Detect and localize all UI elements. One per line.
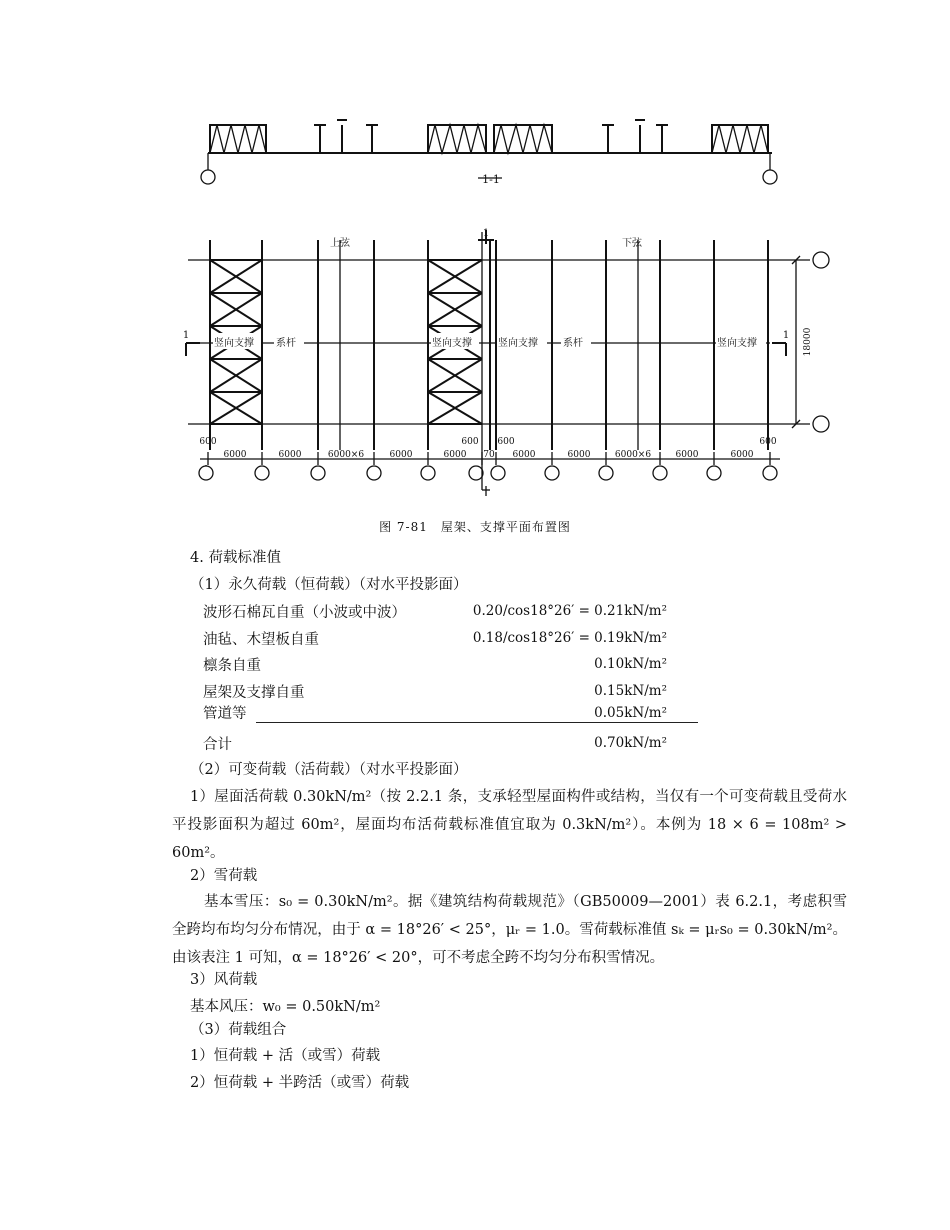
truss-bay-1 [210,125,266,153]
figure-caption: 图 7-81 屋架、支撑平面布置图 [379,520,571,534]
span-label: 6000 [512,450,536,460]
span-label: 6000 [567,450,591,460]
roof-live-load-paragraph: 1）屋面活荷载 0.30kN/m²（按 2.2.1 条，支承轻型屋面构件或结构，当仅有一个可变荷载且受荷水平投影面积为超过 60m²，屋面均布活荷载标准值宜取为 0.3kN/m²）。本例为 18 × 6 = 108m² > 60m²。 [172,789,847,861]
load-item-value: 0.10kN/m² [594,656,667,672]
load-item-name: 屋架及支撑自重 [203,685,305,701]
load-item-value: 0.18/cos18°26′ = 0.19kN/m² [472,630,667,646]
load-combination-heading: （3）荷载组合 [190,1022,287,1038]
span-label: 6000×6 [327,450,365,460]
dim-600-right: 600 [759,437,777,447]
load-item-name: 管道等 [203,706,247,722]
combination-2: 2）恒荷载 + 半跨活（或雪）荷载 [190,1075,410,1091]
load-item-value: 0.20/cos18°26′ = 0.21kN/m² [472,603,667,619]
truss-bay-4 [712,125,768,153]
snow-load-heading: 2）雪荷载 [190,868,258,884]
brace-label-3: 竖向支撑 [498,338,538,349]
brace-label-4: 竖向支撑 [717,338,757,349]
axis-bubble [201,170,215,184]
span-label: 6000×6 [614,450,652,460]
variable-load-heading: （2）可变荷载（活荷载）（对水平投影面） [190,762,468,778]
section-mark-right: 1 [782,330,790,341]
section-heading-4: 4. 荷载标准值 [190,550,281,566]
dim-600-left: 600 [199,437,217,447]
axis-bubbles-bottom [199,465,777,480]
section-mark-top: 1 [482,228,490,239]
dim-600-mid-right: 600 [497,437,515,447]
tie-label-2: 系杆 [563,338,583,349]
total-value: 0.70kN/m² [594,735,667,751]
tie-label-1: 系杆 [276,338,296,349]
subtotal-rule [256,722,698,723]
truss-bay-3 [494,125,552,153]
span-label: 6000 [223,450,247,460]
bottom-chord-label: 下弦 [622,238,642,249]
load-item-name: 檩条自重 [203,658,261,674]
roof-truss-bracing-drawing [0,0,950,510]
brace-label-2: 竖向支撑 [432,338,472,349]
snow-load-paragraph: 基本雪压：s₀ = 0.30kN/m²。据《建筑结构荷载规范》（GB50009—2001）表 6.2.1，考虑积雪全跨均布均匀分布情况，由于 α = 18°26′ < 25°，μᵣ = 1.0。雪荷载标准值 sₖ = μᵣs₀ = 0.30kN/m²。由该表注 1 可知，α = 18°26′ < 20°，可不考虑全跨不均匀分布积雪情况。 [172,894,847,966]
section-label: 1-1 [482,173,500,186]
dim-600-mid-left: 600 [461,437,479,447]
purlin-sections-left [314,120,378,153]
load-item-value: 0.15kN/m² [594,683,667,699]
span-label: 6000 [389,450,413,460]
load-item-name: 油毡、木望板自重 [203,632,319,648]
section-mark-left: 1 [182,330,190,341]
load-item-name: 波形石棉瓦自重（小波或中波） [203,605,406,621]
combination-1: 1）恒荷载 + 活（或雪）荷载 [190,1048,381,1064]
wind-load-text: 基本风压：w₀ = 0.50kN/m² [190,999,381,1015]
dim-70: 70 [483,450,495,460]
span-label: 6000 [278,450,302,460]
total-label: 合计 [203,737,232,753]
top-chord-label: 上弦 [330,238,350,249]
height-dimension: 18000 [803,327,813,357]
permanent-load-heading: （1）永久荷载（恒荷载）（对水平投影面） [190,577,468,593]
truss-bay-2 [428,125,486,153]
wind-load-heading: 3）风荷载 [190,972,258,988]
axis-bubble [763,170,777,184]
brace-label-1: 竖向支撑 [214,338,254,349]
span-label: 6000 [443,450,467,460]
purlin-sections-right [602,120,668,153]
load-item-value: 0.05kN/m² [594,705,667,721]
span-label: 6000 [675,450,699,460]
span-label: 6000 [730,450,754,460]
